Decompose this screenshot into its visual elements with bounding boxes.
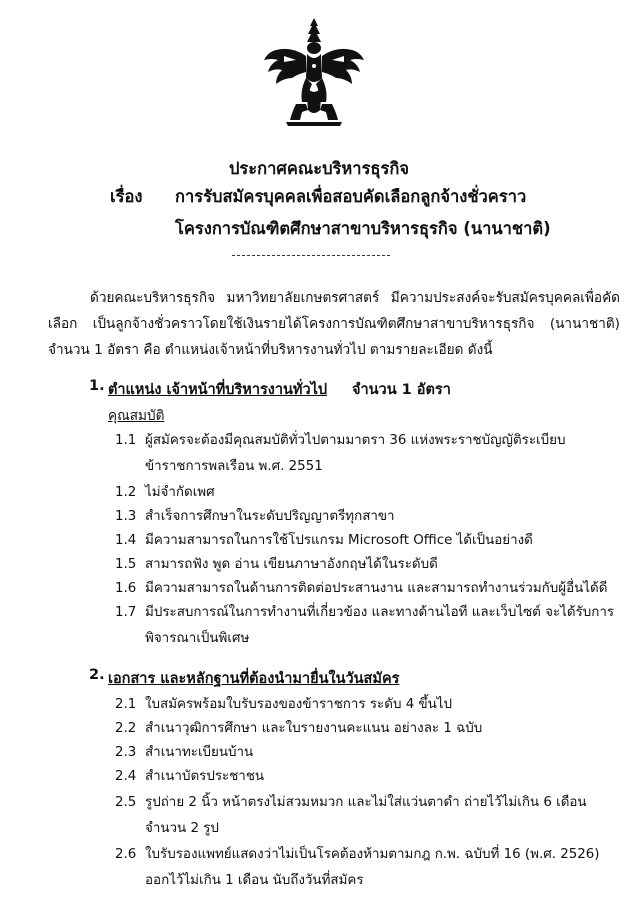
list-item — [115, 716, 625, 742]
list-item — [115, 428, 625, 480]
item-text: ใบสมัครพร้อมใบรับรองของข้าราชการ ระดับ 4 ขึ้นไป — [145, 697, 453, 712]
list-item — [115, 480, 625, 506]
section-2-number: 2. — [89, 667, 105, 683]
subject-line-2: โครงการบัณฑิตศึกษาสาขาบริหารธุรกิจ (นานาชาติ) — [175, 219, 551, 238]
section-2-title: เอกสาร และหลักฐานที่ต้องนำมายื่นในวันสมัคร — [108, 671, 400, 687]
item-text: สามารถฟัง พูด อ่าน เขียนภาษาอังกฤษได้ในระดับดี — [145, 557, 438, 572]
item-number: 2.4 — [115, 769, 137, 784]
item-number: 2.3 — [115, 745, 137, 760]
intro-paragraph — [48, 285, 620, 363]
list-item — [115, 692, 625, 718]
section-1-number: 1. — [89, 378, 105, 394]
intro-text: ด้วยคณะบริหารธุรกิจ มหาวิทยาลัยเกษตรศาสตร์ มีความประสงค์จะรับสมัครบุคคลเพื่อคัดเลือก เป็นลูกจ้างชั่วคราวโดยใช้เงินรายได้โครงการบัณฑิตศึกษาสาขาบริหารธุรกิจ (นานาชาติ) จำนวน 1 อัตรา คือ ตำแหน่งเจ้าหน้าที่บริหารงานทั่วไป ตามรายละเอียด ดังนี้ — [48, 290, 620, 358]
item-text: มีความสามารถในด้านการติดต่อประสานงาน และสามารถทำงานร่วมกับผู้อื่นได้ดี — [145, 581, 608, 596]
item-text: สำเนาทะเบียนบ้าน — [145, 745, 254, 760]
item-text: มีประสบการณ์ในการทำงานที่เกี่ยวข้อง และทางด้านไอที และเว็บไซต์ จะได้รับการพิจารณาเป็นพิเศษ — [145, 605, 615, 646]
subject-prefix: เรื่อง — [110, 187, 143, 206]
section-1-title: ตำแหน่ง เจ้าหน้าที่บริหารงานทั่วไป — [108, 382, 328, 398]
qualifications-label: คุณสมบัติ — [108, 408, 165, 424]
item-number: 1.4 — [115, 533, 137, 548]
list-item — [115, 576, 625, 602]
item-number: 1.2 — [115, 485, 137, 500]
list-item — [115, 740, 625, 766]
list-item — [115, 504, 625, 530]
item-text: สำเนาวุฒิการศึกษา และใบรายงานคะแนน อย่างละ 1 ฉบับ — [145, 721, 483, 736]
list-item — [115, 842, 625, 894]
page-title: ประกาศคณะบริหารธุรกิจ — [228, 159, 410, 178]
subject-line-1: การรับสมัครบุคคลเพื่อสอบคัดเลือกลูกจ้างชั่วคราว — [175, 187, 527, 206]
section-1-count: จำนวน 1 อัตรา — [352, 382, 451, 398]
item-number: 2.6 — [115, 847, 137, 862]
item-text: รูปถ่าย 2 นิ้ว หน้าตรงไม่สวมหมวก และไม่ใส่แว่นตาดำ ถ่ายไว้ไม่เกิน 6 เดือน จำนวน 2 รูป — [145, 795, 587, 836]
list-item — [115, 552, 625, 578]
item-number: 1.7 — [115, 605, 137, 620]
list-item — [115, 528, 625, 554]
item-number: 1.3 — [115, 509, 137, 524]
item-number: 2.2 — [115, 721, 137, 736]
list-item — [115, 790, 625, 842]
item-text: สำเร็จการศึกษาในระดับปริญญาตรีทุกสาขา — [145, 509, 395, 524]
item-text: ใบรับรองแพทย์แสดงว่าไม่เป็นโรคต้องห้ามตามกฎ ก.พ. ฉบับที่ 16 (พ.ศ. 2526) ออกไว้ไม่เกิน 1 เดือน นับถึงวันที่สมัคร — [145, 847, 600, 888]
list-item — [115, 764, 625, 790]
garuda-emblem-icon — [262, 16, 366, 128]
item-text: สำเนาบัตรประชาชน — [145, 769, 265, 784]
item-text: มีความสามารถในการใช้โปรแกรม Microsoft Office ได้เป็นอย่างดี — [145, 533, 533, 548]
list-item — [115, 600, 625, 652]
item-text: ผู้สมัครจะต้องมีคุณสมบัติทั่วไปตามมาตรา 36 แห่งพระราชบัญญัติระเบียบข้าราชการพลเรือน พ.ศ. 2551 — [145, 433, 566, 474]
item-number: 2.1 — [115, 697, 137, 712]
item-number: 2.5 — [115, 795, 137, 810]
item-number: 1.5 — [115, 557, 137, 572]
item-number: 1.1 — [115, 433, 137, 448]
title-divider — [232, 255, 390, 256]
item-text: ไม่จำกัดเพศ — [145, 485, 215, 500]
item-number: 1.6 — [115, 581, 137, 596]
